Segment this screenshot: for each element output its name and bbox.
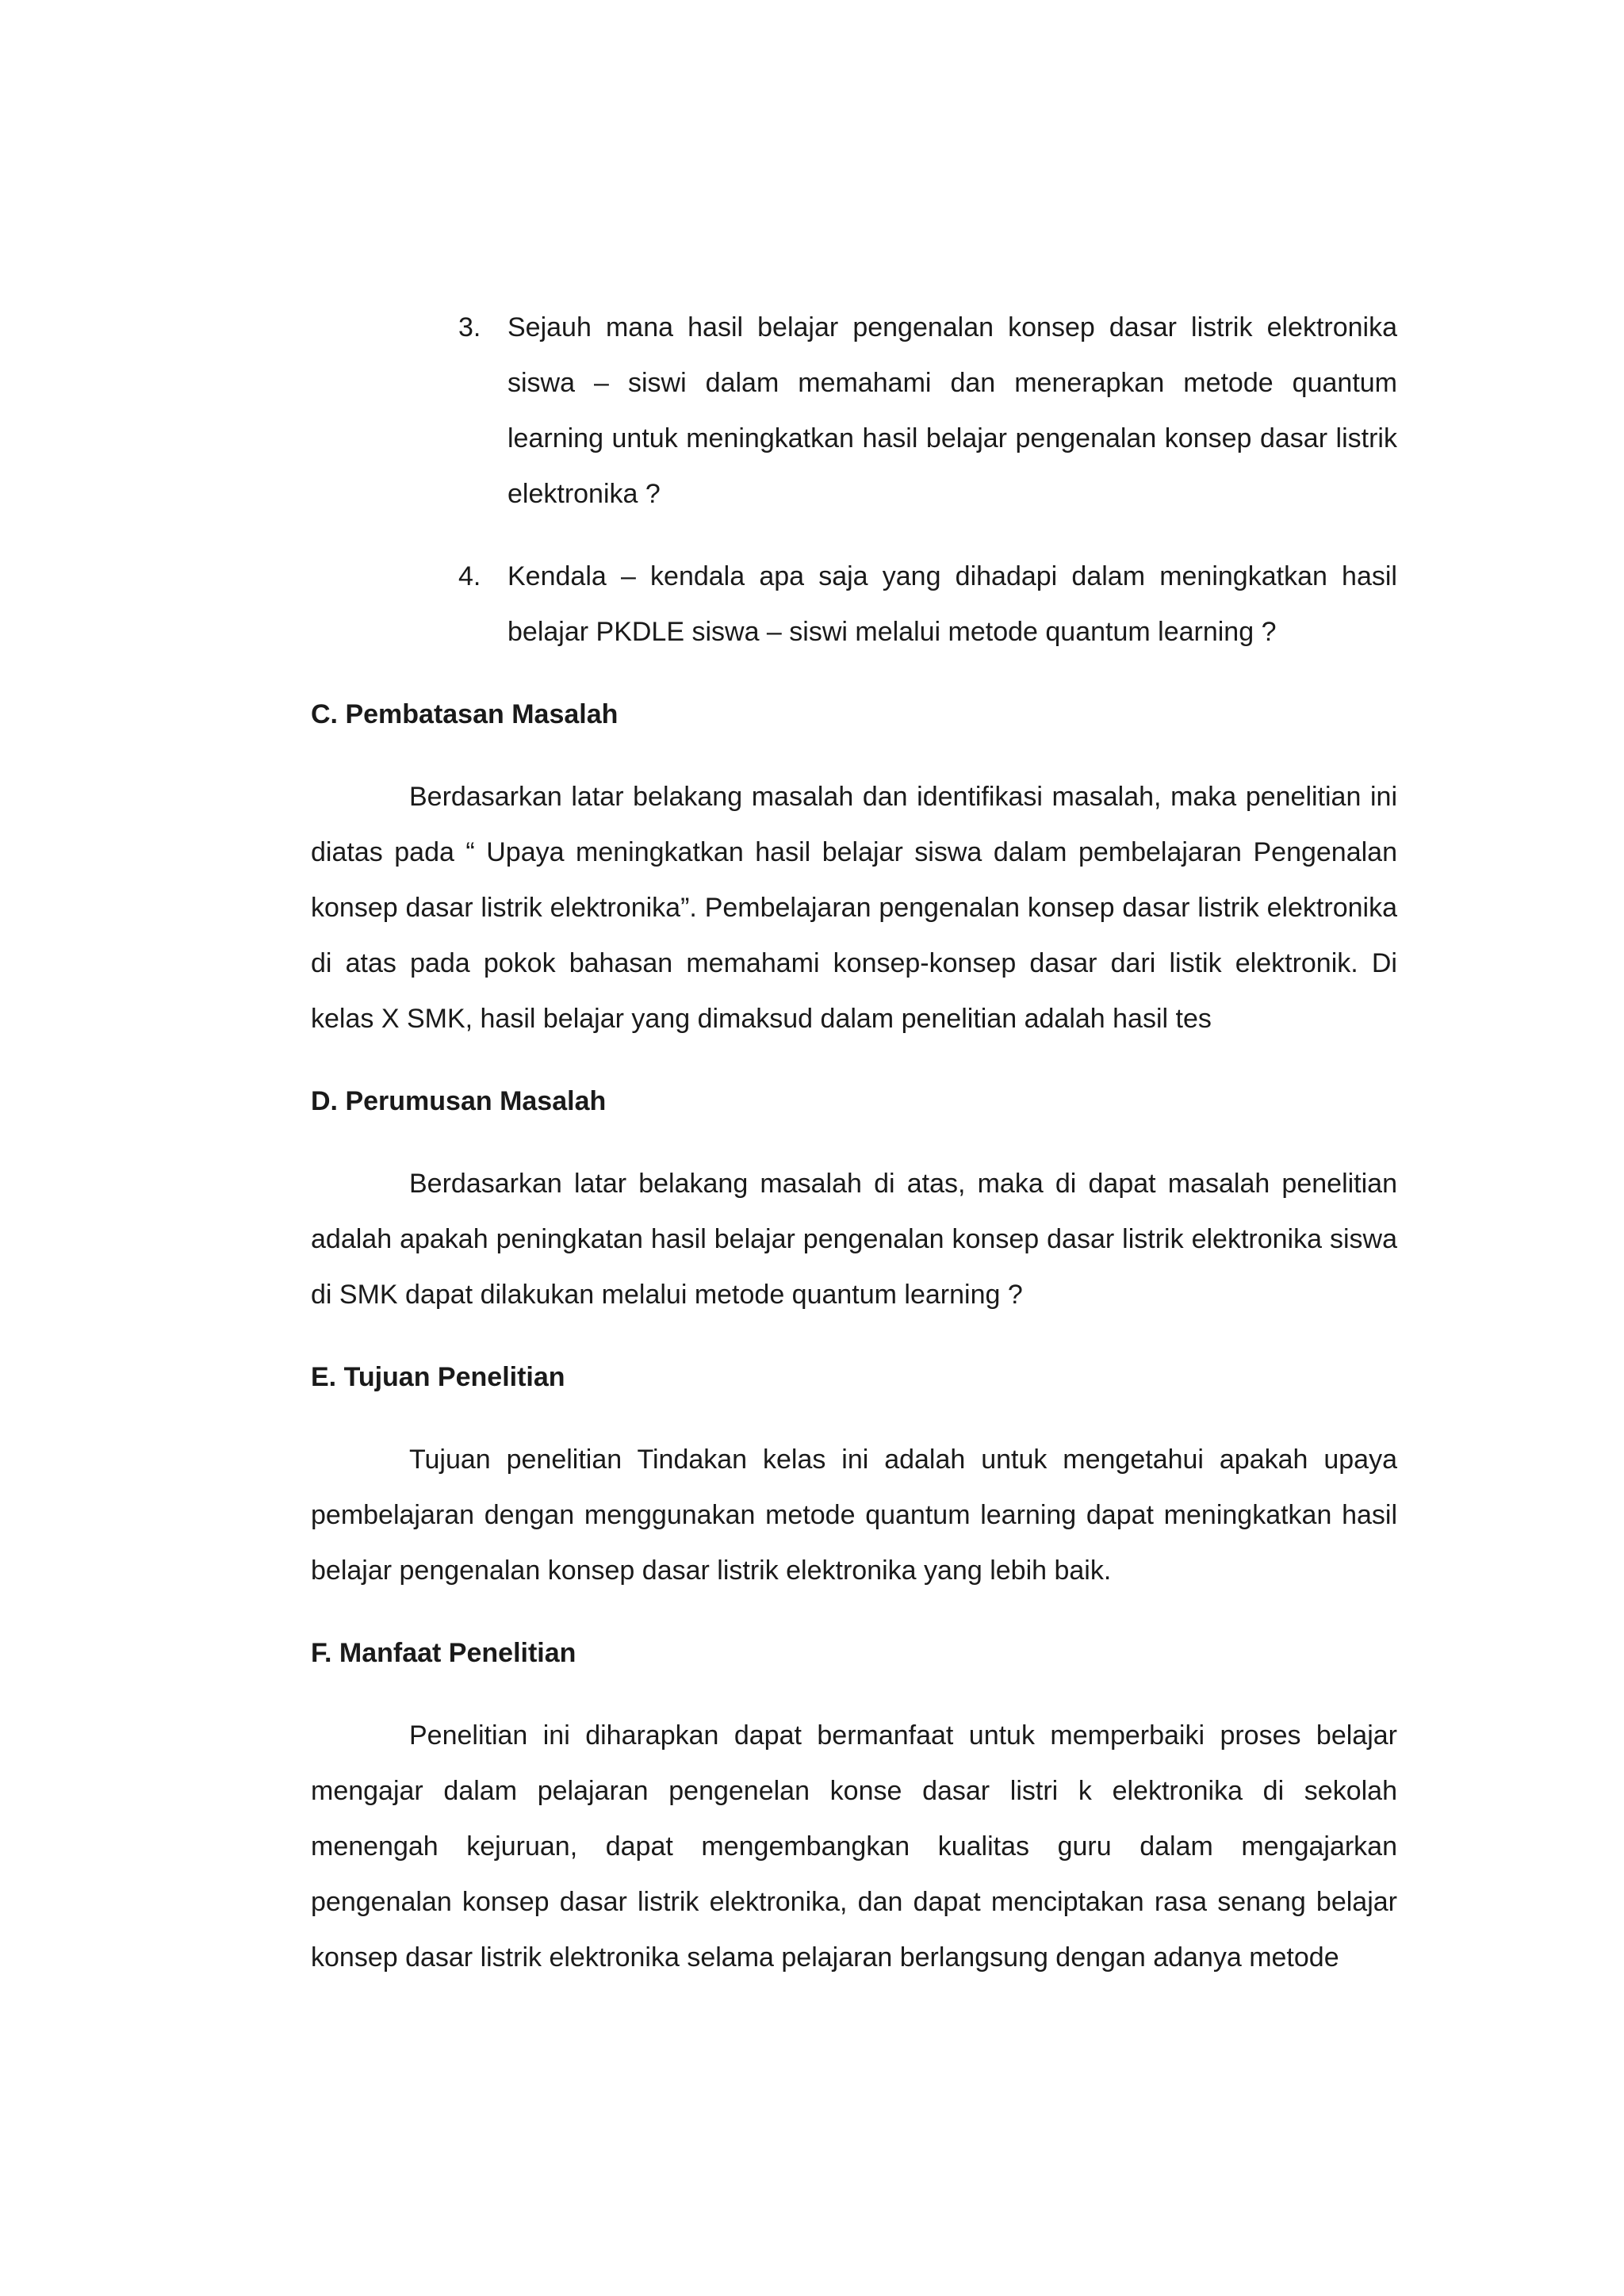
list-item-text: Kendala – kendala apa saja yang dihadapi dalam meningkatkan hasil belajar PKDLE siswa – siswi melalui metode quantum learning ? — [508, 561, 1397, 647]
section-paragraph: Berdasarkan latar belakang masalah di atas, maka di dapat masalah penelitian adalah apakah peningkatan hasil belajar pengenalan konsep dasar listrik elektronika siswa di SMK dapat dilakukan melalui metode quantum learning ? — [311, 1169, 1397, 1310]
list-item-number: 4. — [458, 561, 481, 591]
section-paragraph: Penelitian ini diharapkan dapat bermanfaat untuk memperbaiki proses belajar mengajar dalam pelajaran pengenelan konse dasar listri k elektronika di sekolah menengah kejuruan, dapat mengembangkan kualitas guru dalam mengajarkan pengenalan konsep dasar listrik elektronika, dan dapat menciptakan rasa senang belajar konsep dasar listrik elektronika selama pelajaran berlangsung dengan adanya metode — [311, 1720, 1397, 1973]
list-item — [311, 300, 1397, 522]
section-perumusan-masalah — [311, 1073, 1397, 1322]
section-heading: D. Perumusan Masalah — [311, 1086, 607, 1116]
document-page — [311, 300, 1397, 2012]
section-heading: F. Manfaat Penelitian — [311, 1638, 576, 1668]
section-heading: E. Tujuan Penelitian — [311, 1362, 565, 1392]
section-manfaat-penelitian — [311, 1625, 1397, 1985]
section-paragraph: Tujuan penelitian Tindakan kelas ini adalah untuk mengetahui apakah upaya pembelajaran dengan menggunakan metode quantum learning dapat meningkatkan hasil belajar pengenalan konsep dasar listrik elektronika yang lebih baik. — [311, 1445, 1397, 1586]
list-item-text: Sejauh mana hasil belajar pengenalan konsep dasar listrik elektronika siswa – siswi dalam memahami dan menerapkan metode quantum learning untuk meningkatkan hasil belajar pengenalan konsep dasar listrik elektronika ? — [508, 312, 1397, 509]
numbered-list — [311, 300, 1397, 660]
list-item-number: 3. — [458, 312, 481, 342]
section-pembatasan-masalah — [311, 687, 1397, 1047]
section-tujuan-penelitian — [311, 1349, 1397, 1598]
section-heading: C. Pembatasan Masalah — [311, 699, 619, 729]
list-item — [311, 549, 1397, 660]
section-paragraph: Berdasarkan latar belakang masalah dan identifikasi masalah, maka penelitian ini diatas pada “ Upaya meningkatkan hasil belajar siswa dalam pembelajaran Pengenalan konsep dasar listrik elektronika”. Pembelajaran pengenalan konsep dasar listrik elektronika di atas pada pokok bahasan memahami konsep-konsep dasar dari listik elektronik. Di kelas X SMK, hasil belajar yang dimaksud dalam penelitian adalah hasil tes — [311, 782, 1397, 1034]
